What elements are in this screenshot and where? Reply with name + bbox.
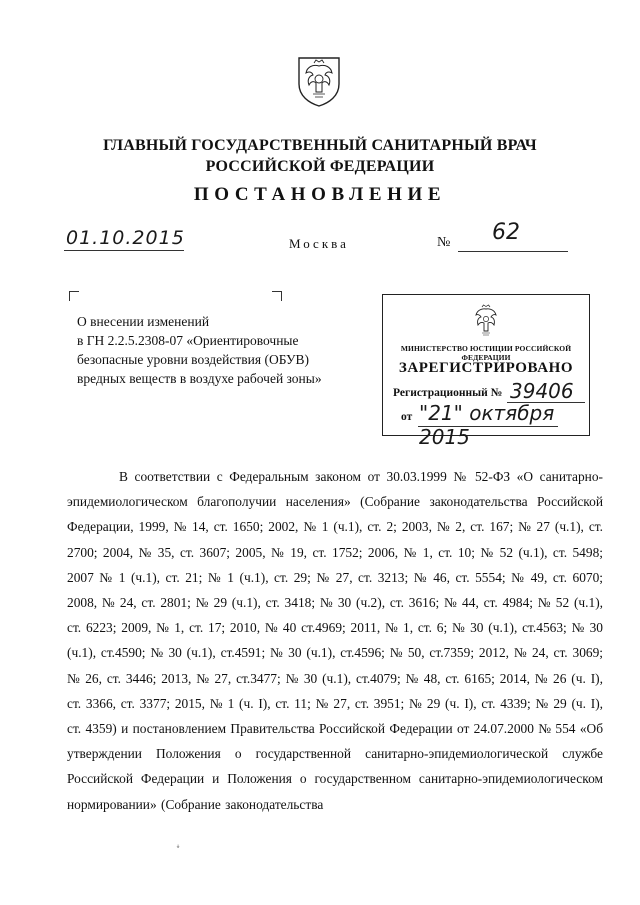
stamp-date: "21" октября 2015	[419, 401, 555, 449]
stamp-date-label: от	[401, 411, 413, 423]
subject-line: в ГН 2.2.5.2308-07 «Ориентировочные	[77, 333, 299, 348]
subject-corner-right	[272, 291, 282, 301]
issuer-title: ГЛАВНЫЙ ГОСУДАРСТВЕННЫЙ САНИТАРНЫЙ ВРАЧ	[103, 137, 537, 154]
issuer-country: РОССИЙСКОЙ ФЕДЕРАЦИИ	[205, 158, 435, 175]
subject-line: безопасные уровни воздействия (ОБУВ)	[77, 352, 310, 367]
stamp-registration-number: 39406	[510, 379, 574, 403]
document-number: 62	[492, 220, 520, 245]
coat-of-arms-emblem	[291, 54, 347, 108]
document-number-label: №	[437, 235, 451, 250]
stamp-status: ЗАРЕГИСТРИРОВАНО	[398, 360, 574, 376]
stamp-emblem-icon	[466, 303, 506, 339]
registration-stamp	[382, 294, 590, 449]
stamp-registration-label: Регистрационный №	[393, 387, 503, 399]
stamp-ministry: МИНИСТЕРСТВО ЮСТИЦИИ РОССИЙСКОЙ ФЕДЕРАЦИИ	[400, 344, 572, 362]
date-underline	[64, 250, 184, 251]
subject-line: вредных веществ в воздухе рабочей зоны»	[77, 371, 322, 386]
number-underline	[458, 251, 568, 252]
stamp-date-underline	[418, 426, 558, 427]
subject-corner-left	[69, 291, 79, 301]
document-type: ПОСТАНОВЛЕНИЕ	[193, 184, 447, 205]
document-date: 01.10.2015	[66, 227, 185, 249]
subject-line: О внесении изменений	[77, 314, 210, 329]
document-city: Москва	[289, 236, 349, 251]
document-subject	[77, 312, 377, 388]
body-paragraph: В соответствии с Федеральным законом от 30.03.1999 № 52-ФЗ «О санитарно-эпидемиологическом благополучии населения» (Собрание законодательства Российской Федерации, 1999, № 14, ст. 1650; 2002, № 1 (ч.1), ст. 2; 2003, № 2, ст. 167; № 27 (ч.1), ст. 2700; 2004, № 35, ст. 3607; 2005, № 19, ст. 1752; 2006, № 1, ст. 10; № 52 (ч.1), ст. 5498; 2007 № 1 (ч.1), ст. 21; № 1 (ч.1), ст. 29; № 27, ст. 3213; № 46, ст. 5554; № 49, ст. 6070; 2008, № 24, ст. 2801; № 29 (ч.1), ст. 3418; № 30 (ч.2), ст. 3616; № 44, ст. 4984; № 52 (ч.1), ст. 6223; 2009, № 1, ст. 17; 2010, № 40 ст.4969; 2011, № 1, ст. 6; № 30 (ч.1), ст.4563; № 30 (ч.1), ст.4590; № 30 (ч.1), ст.4591; № 30 (ч.1), ст.4596; № 50, ст.7359; 2012, № 24, ст. 3069; № 26, ст. 3446; 2013, № 27, ст.3477; № 30 (ч.1), ст.4079; № 48, ст. 6165; 2014, № 26 (ч. I), ст. 3366, ст. 3377; 2015, № 1 (ч. I), ст. 11; № 27, ст. 3951; № 29 (ч. I), ст. 4339; № 29 (ч. I), ст. 4359) и постановлением Правительства Российской Федерации от 24.07.2000 № 554 «Об утверждении Положения о государственной санитарно-эпидемиологической службе Российской Федерации и Положения о государственном санитарно-эпидемиологическом нормировании» (Собрание законодательства	[67, 469, 604, 812]
scan-mark: ꜜ	[176, 845, 180, 854]
